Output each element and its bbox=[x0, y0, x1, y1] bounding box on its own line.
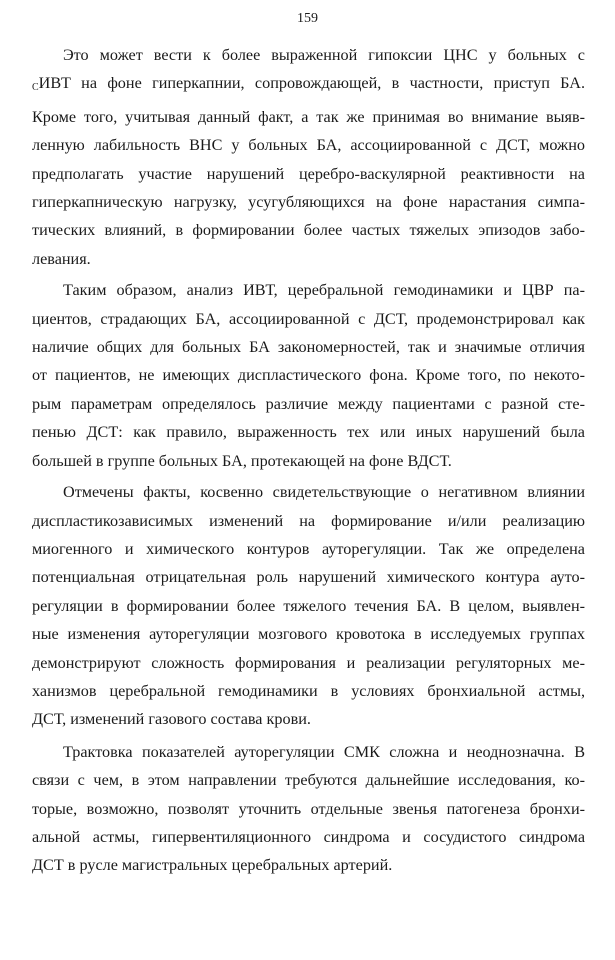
page-number: 159 bbox=[297, 11, 318, 26]
text-line: ДСТ в русле магистральных церебральных артерий. bbox=[32, 856, 393, 875]
text-line: связи с чем, в этом направлении требуются дальнейшие исследования, ко- bbox=[32, 771, 585, 790]
text-line: ДСТ, изменений газового состава крови. bbox=[32, 710, 311, 729]
text-line: Трактовка показателей ауторегуляции СМК сложна и неоднозначна. В bbox=[63, 742, 585, 761]
text-line: потенциальная отрицательная роль нарушений химического контура ауто- bbox=[32, 568, 585, 587]
text-line: демонстрируют сложность формирования и реализации регуляторных ме- bbox=[32, 653, 585, 672]
text-line: Это может вести к более выраженной гипоксии ЦНС у больных с bbox=[63, 46, 585, 64]
text-line: Кроме того, учитывая данный факт, а так же принимая во внимание выяв- bbox=[32, 107, 585, 126]
text-line: пенью ДСТ: как правило, выраженность тех или иных нарушений была bbox=[32, 423, 585, 442]
text-line: Таким образом, анализ ИВТ, церебральной гемодинамики и ЦВР па- bbox=[63, 281, 585, 300]
paragraph-4 bbox=[32, 738, 585, 880]
text-line bbox=[32, 69, 585, 102]
text-line: тических влияний, в формировании более частых тяжелых эпизодов забо- bbox=[32, 221, 585, 240]
text-line: регуляции в формировании более тяжелого течения БА. В целом, выявлен- bbox=[32, 596, 585, 615]
text-line: альной астмы, гипервентиляционного синдрома и сосудистого синдрома bbox=[32, 827, 585, 846]
text-line: циентов, страдающих БА, ассоциированной с ДСТ, продемонстрировал как bbox=[32, 309, 585, 328]
text-line: рым параметрам определялось различие между пациентами с разной сте- bbox=[32, 394, 585, 413]
paragraph-2 bbox=[32, 276, 585, 475]
paragraph-1 bbox=[32, 41, 585, 273]
text-line: миогенного и химического контуров ауторегуляции. Так же определена bbox=[32, 539, 585, 558]
text-line: предполагать участие нарушений церебро-васкулярной реактивности на bbox=[32, 164, 585, 183]
text-line: торые, возможно, позволят уточнить отдельные звенья патогенеза бронхи- bbox=[32, 799, 585, 818]
text-line: большей в группе больных БА, протекающей на фоне ВДСТ. bbox=[32, 451, 452, 470]
text-line: гиперкапническую нагрузку, усугубляющихся на фоне нарастания симпа- bbox=[32, 193, 585, 212]
text-line-content: ИВТ на фоне гиперкапнии, сопровождающей, в частности, приступ БА. bbox=[38, 74, 585, 93]
text-line: ленную лабильность ВНС у больных БА, ассоциированной с ДСТ, можно bbox=[32, 136, 585, 155]
stray-letter: С bbox=[32, 82, 39, 94]
paragraph-3 bbox=[32, 478, 585, 734]
text-line: ханизмов церебральной гемодинамики в условиях бронхиальной астмы, bbox=[32, 681, 585, 700]
text-line: от пациентов, не имеющих диспластического фона. Кроме того, по некото- bbox=[32, 366, 585, 385]
body-text bbox=[32, 41, 585, 880]
text-line: диспластикозависимых изменений на формирование и/или реализацию bbox=[32, 511, 585, 530]
text-line: наличие общих для больных БА закономерностей, так и значимые отличия bbox=[32, 338, 585, 357]
text-line: Отмечены факты, косвенно свидетельствующие о негативном влиянии bbox=[63, 483, 585, 502]
text-line: левания. bbox=[32, 249, 91, 268]
text-line: ные изменения ауторегуляции мозгового кровотока в исследуемых группах bbox=[32, 625, 585, 644]
